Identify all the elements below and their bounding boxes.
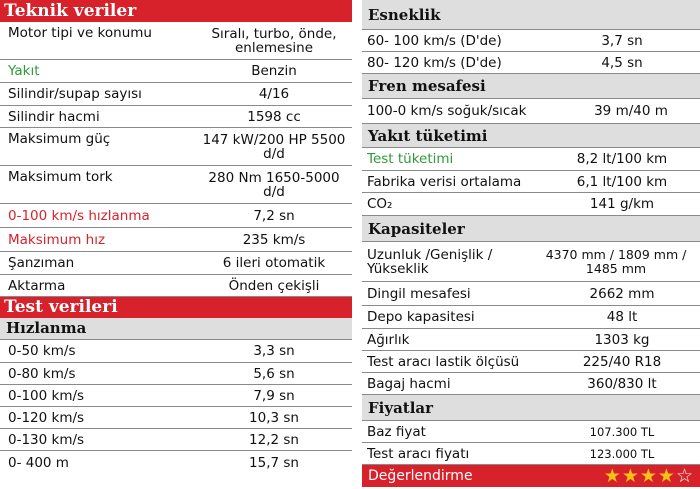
rating-stars <box>604 465 700 487</box>
row-label: 0-80 km/s <box>8 365 76 382</box>
row-label: 0-100 km/s <box>8 387 85 404</box>
row-value: 10,3 sn <box>249 409 299 426</box>
row-label: Maksimum hız <box>8 231 106 248</box>
row-value: 235 km/s <box>242 231 306 248</box>
row-value: 6 ileri otomatik <box>222 255 326 271</box>
table-row <box>0 22 352 60</box>
row-label: 60- 100 km/s (D'de) <box>367 32 502 49</box>
row-label: Aktarma <box>8 277 66 294</box>
row-label: 0-130 km/s <box>8 431 85 448</box>
row-label: Yakıt <box>8 63 40 79</box>
row-label: Silindir/supap sayısı <box>8 86 142 102</box>
row-value: 39 m/40 m <box>594 103 668 119</box>
table-row <box>0 385 352 407</box>
table-row <box>362 148 700 171</box>
kapasite-title: Kapasiteler <box>362 216 700 242</box>
row-value: 3,3 sn <box>253 343 295 359</box>
row-value: 4/16 <box>258 86 290 102</box>
star-filled-icon: ★ <box>621 465 640 487</box>
row-label: Maksimum tork <box>8 169 113 185</box>
row-label: Test aracı lastik ölçüsü <box>367 353 520 370</box>
row-label: 100-0 km/s soğuk/sıcak <box>367 103 527 119</box>
row-value: 48 lt <box>606 309 638 325</box>
star-filled-icon: ★ <box>639 465 658 487</box>
row-value: Önden çekişli <box>228 277 320 294</box>
star-empty-icon: ☆ <box>675 465 694 487</box>
table-row <box>362 282 700 306</box>
row-value: 147 kW/200 HP 5500 d/d <box>202 131 346 162</box>
right-column <box>362 0 700 487</box>
esneklik-title: Esneklik <box>362 0 700 30</box>
rating-label: Değerlendirme <box>368 468 473 484</box>
table-row <box>362 193 700 216</box>
table-row <box>362 329 700 351</box>
fren-title: Fren mesafesi <box>362 74 700 99</box>
table-row <box>0 363 352 385</box>
row-value: 107.300 TL <box>589 424 655 439</box>
row-label: Motor tipi ve konumu <box>8 25 152 41</box>
star-filled-icon: ★ <box>603 465 622 487</box>
table-row <box>0 451 352 475</box>
row-value: 1303 kg <box>594 331 650 348</box>
row-label: 80- 120 km/s (D'de) <box>367 54 502 71</box>
row-value: 7,9 sn <box>253 387 295 404</box>
table-row <box>0 60 352 83</box>
table-row <box>362 52 700 74</box>
table-row <box>0 204 352 228</box>
row-label: 0-50 km/s <box>8 343 76 359</box>
row-label: Test tüketimi <box>367 151 454 167</box>
table-row <box>0 128 352 166</box>
left-column <box>0 0 352 475</box>
table-row <box>0 106 352 128</box>
row-label: Silindir hacmi <box>8 108 100 125</box>
teknik-title: Teknik veriler <box>0 0 352 22</box>
table-row <box>362 421 700 443</box>
row-label: Fabrika verisi ortalama <box>367 173 522 190</box>
row-label: 0- 400 m <box>8 455 69 471</box>
star-filled-icon: ★ <box>657 465 676 487</box>
row-label: Dingil mesafesi <box>367 285 471 302</box>
row-label: Depo kapasitesi <box>367 309 475 325</box>
row-value: 1598 cc <box>247 108 301 125</box>
row-value: 141 g/km <box>589 196 655 212</box>
row-value: 12,2 sn <box>249 431 299 448</box>
row-label: 0-120 km/s <box>8 409 85 426</box>
table-row <box>0 166 352 204</box>
row-value: 280 Nm 1650-5000 d/d <box>208 169 340 200</box>
table-row <box>362 306 700 329</box>
rating-bar <box>362 465 700 487</box>
row-label: Test aracı fiyatı <box>367 445 470 462</box>
row-label: Maksimum güç <box>8 131 111 147</box>
table-row <box>0 228 352 252</box>
table-row <box>0 340 352 363</box>
row-value: 4370 mm / 1809 mm / 1485 mm <box>545 246 687 276</box>
table-row <box>362 242 700 282</box>
row-label: Ağırlık <box>367 331 410 348</box>
row-value: 8,2 lt/100 km <box>576 151 668 167</box>
row-label: Bagaj hacmi <box>367 375 451 392</box>
test-title: Test verileri <box>0 297 352 318</box>
row-value: 225/40 R18 <box>582 353 662 370</box>
table-row <box>362 30 700 52</box>
row-value: 6,1 lt/100 km <box>576 173 668 190</box>
row-label: 0-100 km/s hızlanma <box>8 207 150 224</box>
fiyat-title: Fiyatlar <box>362 395 700 421</box>
table-row <box>362 171 700 193</box>
table-row <box>0 252 352 275</box>
row-label: CO₂ <box>367 196 393 212</box>
row-value: 2662 mm <box>589 285 655 302</box>
row-value: 123.000 TL <box>589 446 655 461</box>
table-row <box>362 443 700 465</box>
row-value: 15,7 sn <box>249 455 299 471</box>
test-subtitle: Hızlanma <box>0 318 352 340</box>
row-value: Benzin <box>251 63 297 79</box>
yakit-title: Yakıt tüketimi <box>362 124 700 148</box>
table-row <box>0 407 352 429</box>
table-row <box>362 373 700 395</box>
row-value: 5,6 sn <box>253 365 295 382</box>
row-value: 7,2 sn <box>253 207 295 224</box>
table-row <box>0 83 352 106</box>
table-row <box>0 275 352 297</box>
row-label: Şanzıman <box>8 255 75 271</box>
table-row <box>0 429 352 451</box>
table-row <box>362 351 700 373</box>
row-value: 360/830 lt <box>587 375 657 392</box>
row-label: Baz fiyat <box>367 423 426 440</box>
row-value: 3,7 sn <box>601 32 643 49</box>
table-row <box>362 99 700 124</box>
row-value: 4,5 sn <box>601 54 643 71</box>
row-value: Sıralı, turbo, önde, enlemesine <box>211 25 337 56</box>
row-label: Uzunluk /Genişlik / Yükseklik <box>367 246 493 277</box>
